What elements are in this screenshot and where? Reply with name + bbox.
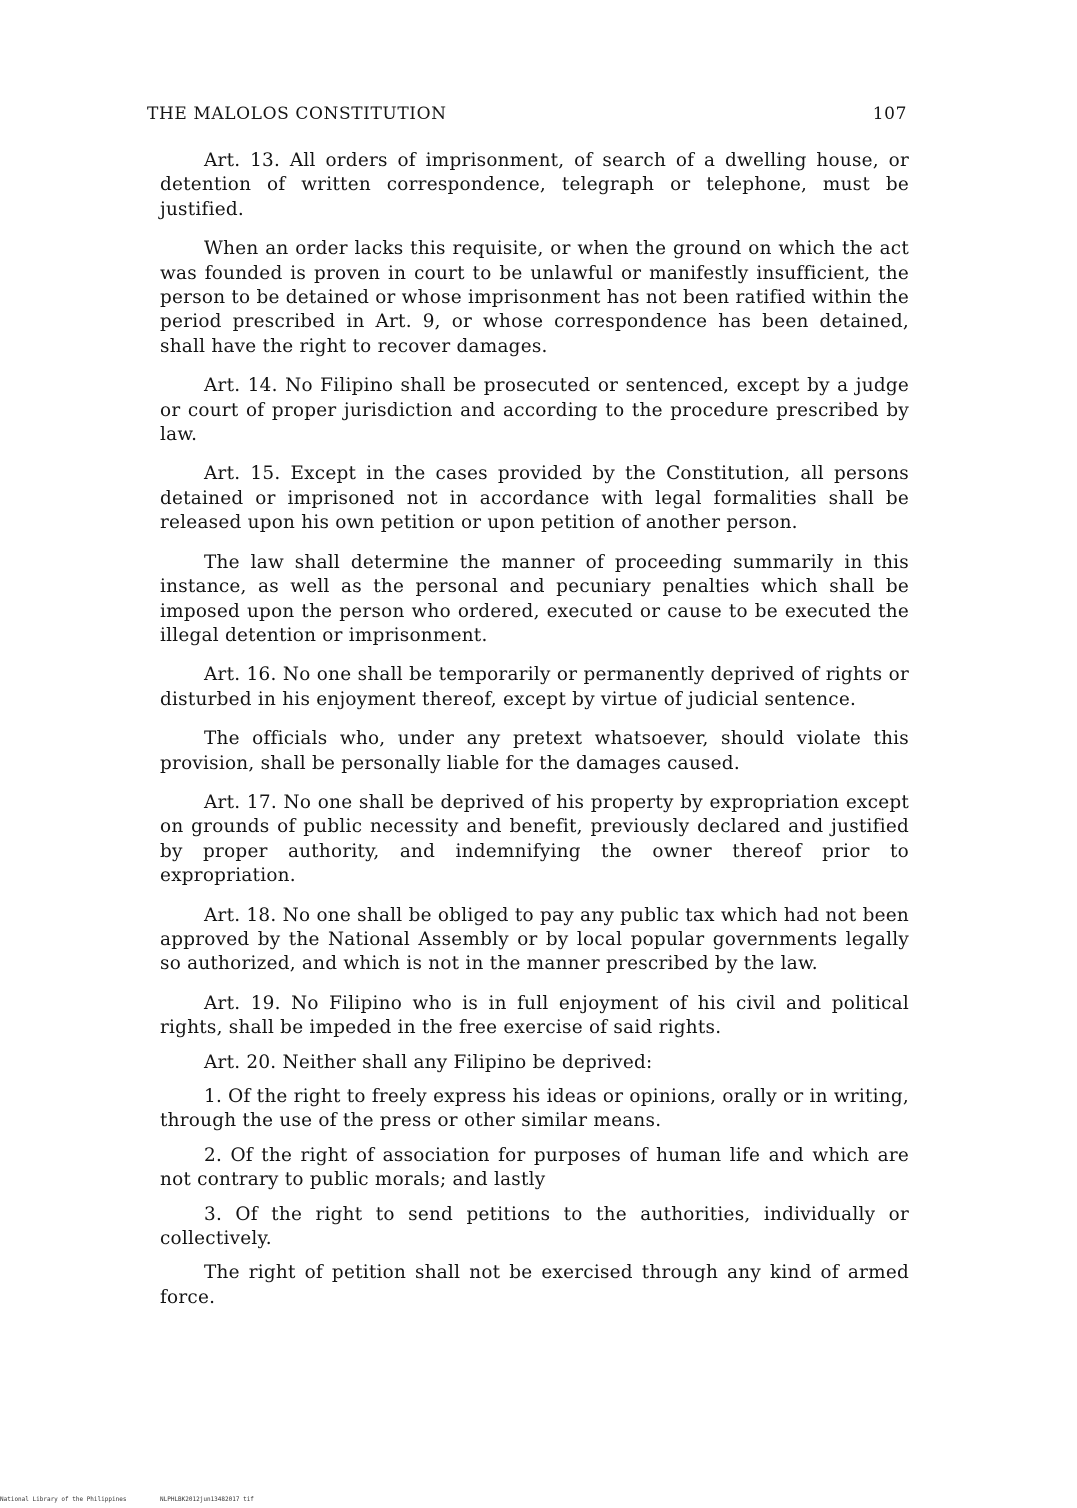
body-text [160,149,909,1325]
footer-scan-id: NLPHLBK2012jun13482017 tif [160,1496,254,1503]
paragraph-art-17: Art. 17. No one shall be deprived of his property by expropriation except on grounds of public necessity and benefit, previously declared and justified by proper authority, and indemnifying the owner thereof prior to expropriation. [160,791,909,887]
paragraph-art-18: Art. 18. No one shall be obliged to pay any public tax which had not been approved by the National Assembly or by local popular governments legally so authorized, and which is not in the manner prescribed by the law. [160,904,909,975]
list-item-right-association: 2. Of the right of association for purposes of human life and which are not contrary to public morals; and lastly [160,1144,909,1191]
page-number: 107 [872,104,907,124]
list-item-right-expression: 1. Of the right to freely express his ideas or opinions, orally or in writing, through the use of the press or other similar means. [160,1086,909,1132]
paragraph-art-13-damages: When an order lacks this requisite, or when the ground on which the act was founded is proven in court to be unlawful or manifestly insufficient, the person to be detained or whose imprisonment has not been ratified within the period prescribed in Art. 9, or whose correspondence has been detained, shall have the right to recover damages. [160,238,909,357]
paragraph-art-20: Art. 20. Neither shall any Filipino be deprived: [204,1051,653,1073]
paragraph-art-15-penalties: The law shall determine the manner of proceeding summarily in this instance, as well as the personal and pecuniary penalties which shall be imposed upon the person who ordered, executed or cause to be executed the illegal detention or imprisonment. [160,551,909,646]
paragraph-art-15: Art. 15. Except in the cases provided by the Constitution, all persons detained or imprisoned not in accordance with legal formalities shall be released upon his own petition or upon petition of another person. [160,463,909,534]
paragraph-art-13: Art. 13. All orders of imprisonment, of search of a dwelling house, or detention of written correspondence, telegraph or telephone, must be justified. [160,150,909,220]
paragraph-art-19: Art. 19. No Filipino who is in full enjoyment of his civil and political rights, shall be impeded in the free exercise of said rights. [160,992,909,1039]
footer-library-name: National Library of the Philippines [0,1496,127,1503]
paragraph-art-14: Art. 14. No Filipino shall be prosecuted or sentenced, except by a judge or court of proper jurisdiction and according to the procedure prescribed by law. [160,375,909,446]
paragraph-petition-armed-force: The right of petition shall not be exercised through any kind of armed force. [160,1262,909,1308]
paragraph-art-16-officials: The officials who, under any pretext whatsoever, should violate this provision, shall be personally liable for the damages caused. [160,728,909,774]
list-item-right-petition: 3. Of the right to send petitions to the authorities, individually or collectively. [160,1203,909,1250]
running-title: THE MALOLOS CONSTITUTION [147,104,447,124]
paragraph-art-16: Art. 16. No one shall be temporarily or permanently deprived of rights or disturbed in his enjoyment thereof, except by virtue of judicial sentence. [160,664,909,710]
running-head [147,104,907,130]
